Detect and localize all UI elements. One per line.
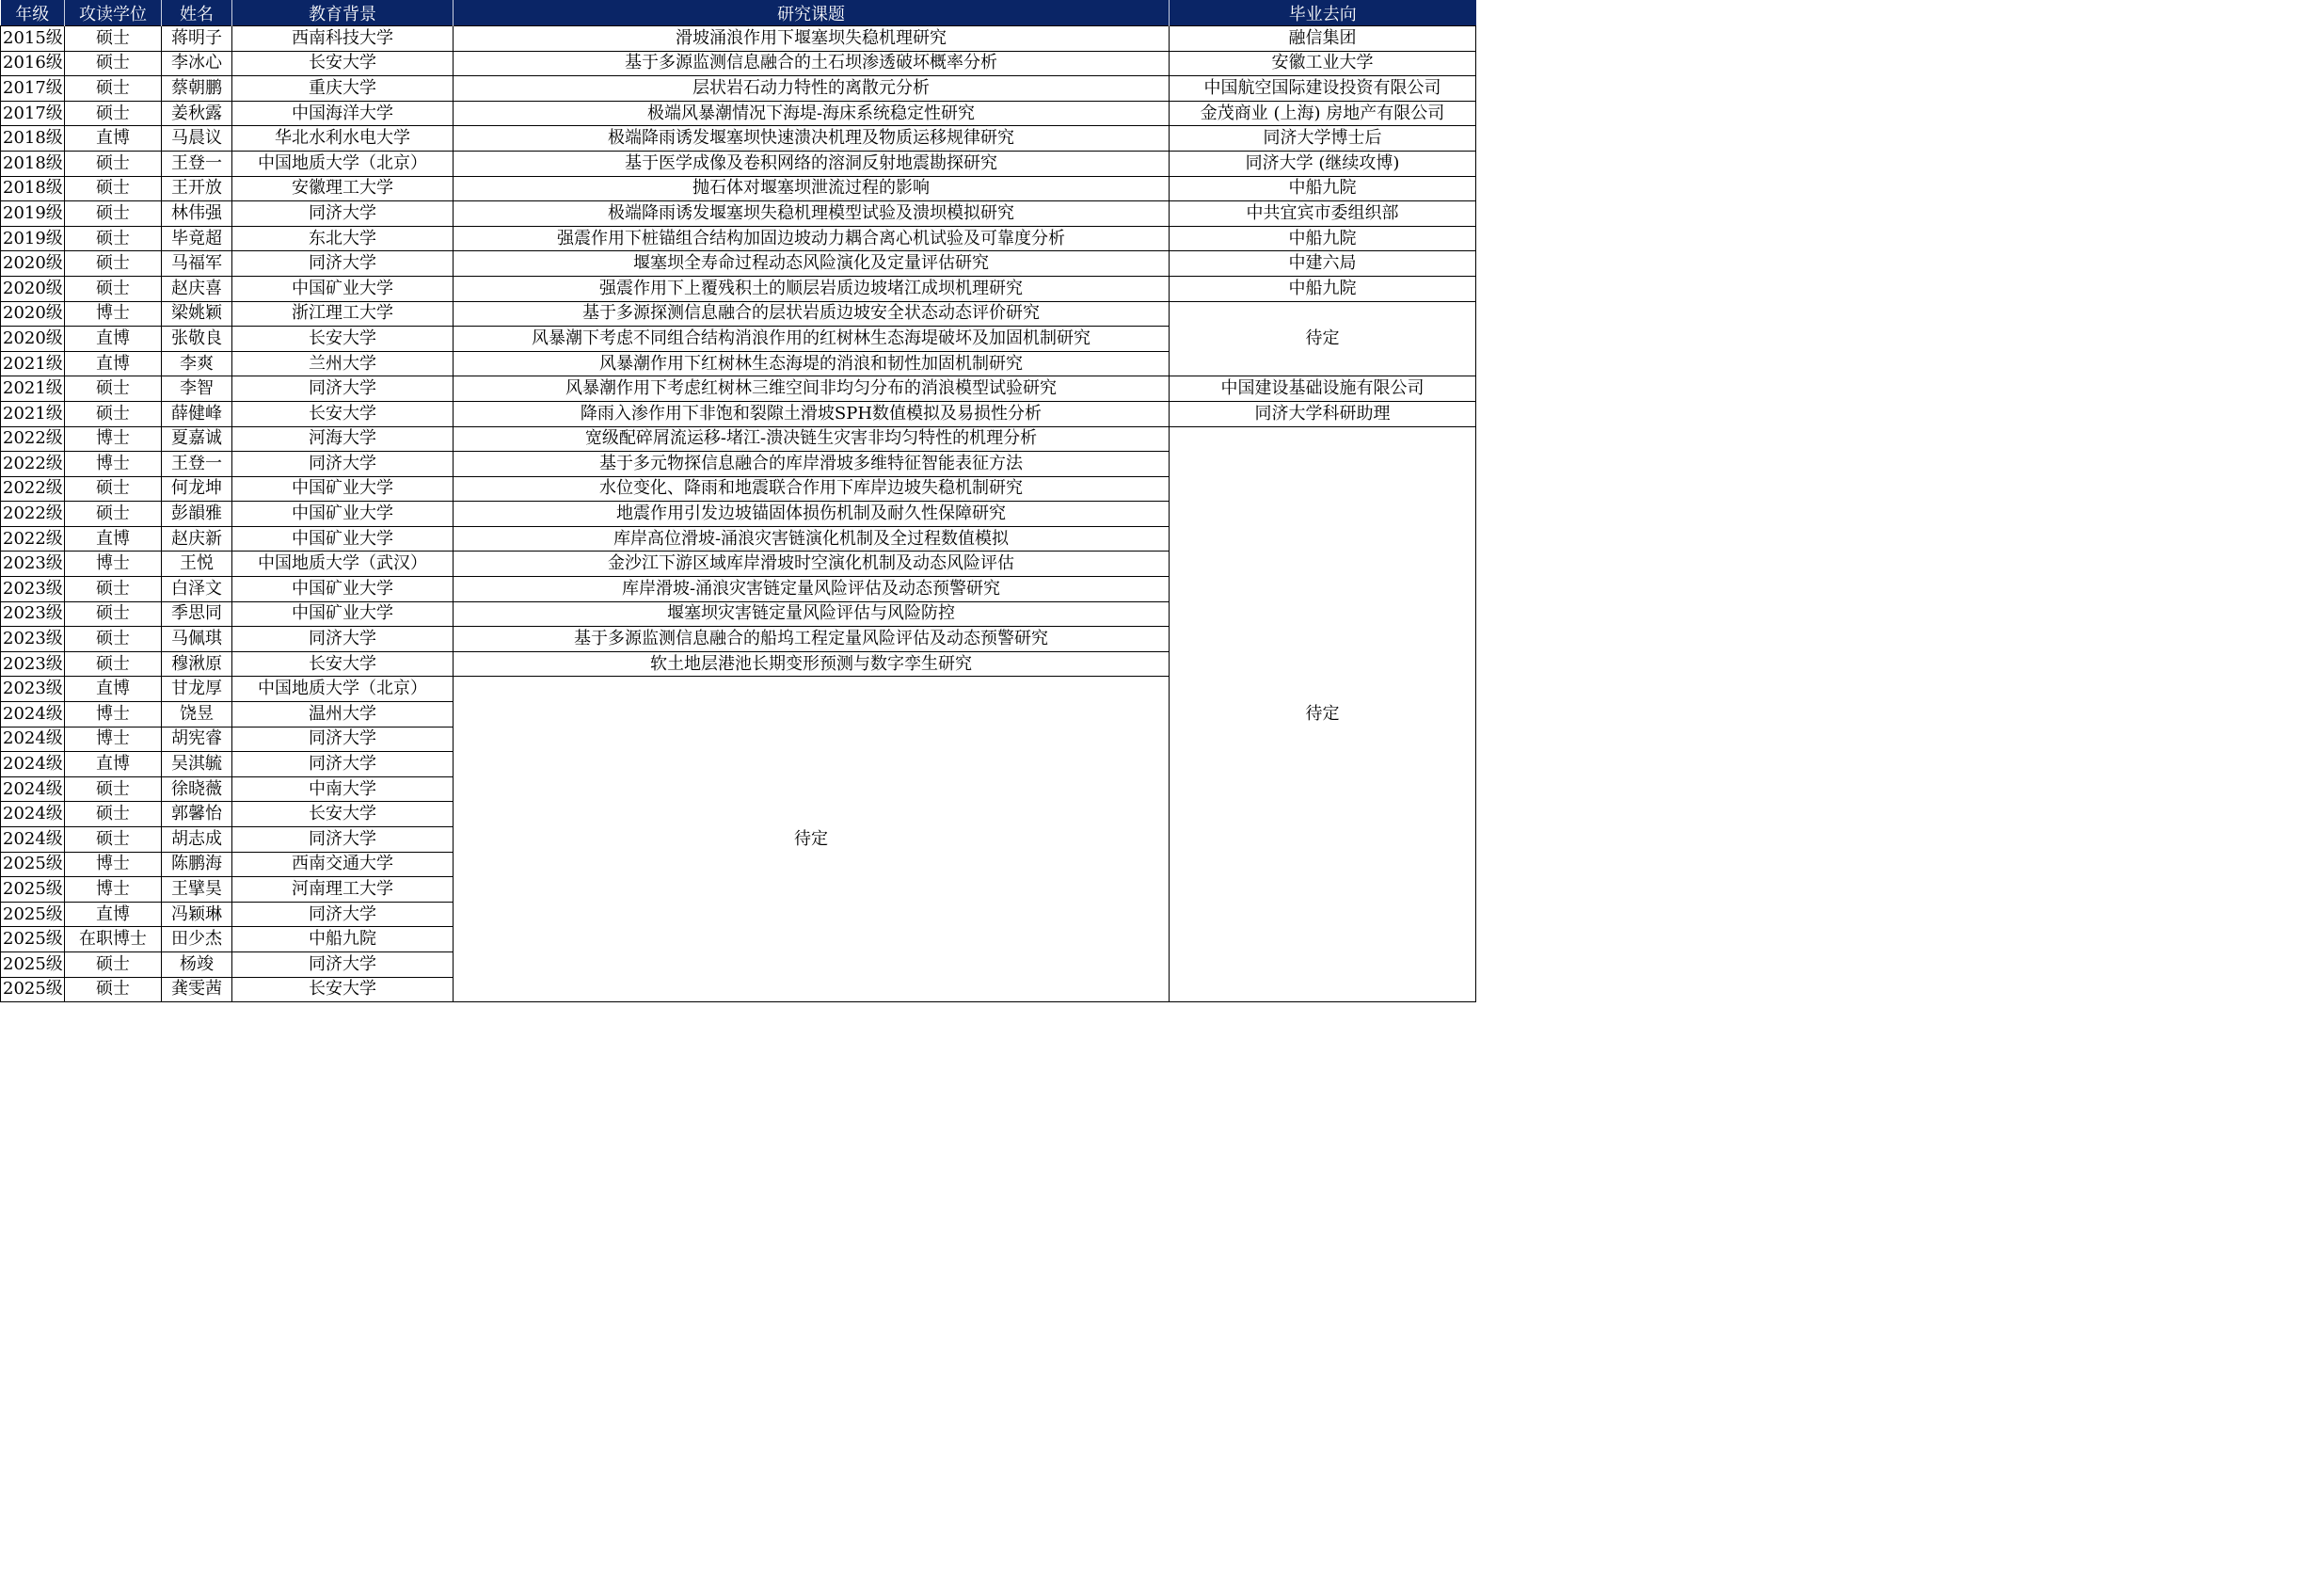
year-cell: 2017级 <box>1 101 65 126</box>
research-topic-cell: 基于医学成像及卷积网络的溶洞反射地震勘探研究 <box>454 151 1170 176</box>
year-cell: 2019级 <box>1 226 65 251</box>
table-row <box>1 26 1476 52</box>
destination-cell: 中共宜宾市委组织部 <box>1170 201 1476 227</box>
destination-cell: 中国航空国际建设投资有限公司 <box>1170 76 1476 102</box>
student-name-cell: 陈鹏海 <box>162 852 232 877</box>
research-topic-cell: 宽级配碎屑流运移-堵江-溃决链生灾害非均匀特性的机理分析 <box>454 426 1170 452</box>
student-name-cell: 马晨议 <box>162 126 232 152</box>
student-name-cell: 王悦 <box>162 552 232 577</box>
table-row <box>1 51 1476 76</box>
degree-cell: 博士 <box>65 552 162 577</box>
student-name-cell: 张敬良 <box>162 327 232 352</box>
header-row <box>1 0 1476 26</box>
year-cell: 2023级 <box>1 601 65 627</box>
student-name-cell: 王开放 <box>162 176 232 201</box>
degree-cell: 硕士 <box>65 151 162 176</box>
research-topic-cell: 堰塞坝灾害链定量风险评估与风险防控 <box>454 601 1170 627</box>
degree-cell: 直博 <box>65 126 162 152</box>
education-cell: 中国地质大学（北京） <box>232 677 454 702</box>
education-cell: 中国矿业大学 <box>232 601 454 627</box>
degree-cell: 硕士 <box>65 26 162 52</box>
degree-cell: 博士 <box>65 852 162 877</box>
research-topic-cell: 风暴潮作用下考虑红树林三维空间非均匀分布的消浪模型试验研究 <box>454 376 1170 402</box>
student-name-cell: 彭韻雅 <box>162 502 232 527</box>
degree-cell: 博士 <box>65 702 162 728</box>
destination-cell: 同济大学博士后 <box>1170 126 1476 152</box>
student-name-cell: 姜秋露 <box>162 101 232 126</box>
research-topic-cell: 基于多源监测信息融合的船坞工程定量风险评估及动态预警研究 <box>454 627 1170 652</box>
year-cell: 2025级 <box>1 951 65 977</box>
education-cell: 同济大学 <box>232 752 454 777</box>
year-cell: 2018级 <box>1 176 65 201</box>
education-cell: 华北水利水电大学 <box>232 126 454 152</box>
education-cell: 兰州大学 <box>232 351 454 376</box>
research-topic-cell: 软土地层港池长期变形预测与数字孪生研究 <box>454 651 1170 677</box>
student-name-cell: 林伟强 <box>162 201 232 227</box>
education-cell: 重庆大学 <box>232 76 454 102</box>
table-row <box>1 376 1476 402</box>
destination-cell: 中船九院 <box>1170 226 1476 251</box>
research-topic-cell: 堰塞坝全寿命过程动态风险演化及定量评估研究 <box>454 251 1170 277</box>
research-topic-cell: 抛石体对堰塞坝泄流过程的影响 <box>454 176 1170 201</box>
student-name-cell: 蔡朝鹏 <box>162 76 232 102</box>
destination-cell: 中国建设基础设施有限公司 <box>1170 376 1476 402</box>
student-name-cell: 李智 <box>162 376 232 402</box>
year-cell: 2023级 <box>1 577 65 602</box>
degree-cell: 硕士 <box>65 601 162 627</box>
student-name-cell: 甘龙厚 <box>162 677 232 702</box>
research-topic-cell: 层状岩石动力特性的离散元分析 <box>454 76 1170 102</box>
destination-cell: 中建六局 <box>1170 251 1476 277</box>
education-cell: 同济大学 <box>232 627 454 652</box>
student-name-cell: 夏嘉诚 <box>162 426 232 452</box>
table-row <box>1 226 1476 251</box>
table-row <box>1 176 1476 201</box>
year-cell: 2025级 <box>1 902 65 927</box>
education-cell: 中国矿业大学 <box>232 476 454 502</box>
degree-cell: 硕士 <box>65 226 162 251</box>
education-cell: 中船九院 <box>232 927 454 952</box>
research-topic-cell: 金沙江下游区域库岸滑坡时空演化机制及动态风险评估 <box>454 552 1170 577</box>
education-cell: 中国矿业大学 <box>232 276 454 301</box>
student-name-cell: 何龙坤 <box>162 476 232 502</box>
degree-cell: 硕士 <box>65 977 162 1002</box>
research-topic-cell: 降雨入渗作用下非饱和裂隙土滑坡SPH数值模拟及易损性分析 <box>454 401 1170 426</box>
table-row <box>1 76 1476 102</box>
student-name-cell: 郭馨怡 <box>162 802 232 827</box>
research-topic-cell: 滑坡涌浪作用下堰塞坝失稳机理研究 <box>454 26 1170 52</box>
table-row <box>1 251 1476 277</box>
student-name-cell: 胡宪睿 <box>162 727 232 752</box>
year-cell: 2024级 <box>1 727 65 752</box>
student-name-cell: 龚雯茜 <box>162 977 232 1002</box>
education-cell: 长安大学 <box>232 802 454 827</box>
student-name-cell: 毕竟超 <box>162 226 232 251</box>
year-cell: 2023级 <box>1 552 65 577</box>
research-topic-merged-cell: 待定 <box>454 677 1170 1002</box>
education-cell: 长安大学 <box>232 51 454 76</box>
degree-cell: 硕士 <box>65 802 162 827</box>
education-cell: 同济大学 <box>232 951 454 977</box>
research-topic-cell: 水位变化、降雨和地震联合作用下库岸边坡失稳机制研究 <box>454 476 1170 502</box>
student-name-cell: 赵庆喜 <box>162 276 232 301</box>
student-name-cell: 吴淇毓 <box>162 752 232 777</box>
degree-cell: 直博 <box>65 526 162 552</box>
student-name-cell: 穆湫原 <box>162 651 232 677</box>
education-cell: 同济大学 <box>232 376 454 402</box>
degree-cell: 博士 <box>65 727 162 752</box>
student-name-cell: 马佩琪 <box>162 627 232 652</box>
header-degree: 攻读学位 <box>65 0 162 26</box>
year-cell: 2016级 <box>1 51 65 76</box>
education-cell: 中国地质大学（武汉） <box>232 552 454 577</box>
degree-cell: 博士 <box>65 452 162 477</box>
degree-cell: 博士 <box>65 301 162 327</box>
year-cell: 2022级 <box>1 476 65 502</box>
research-topic-cell: 风暴潮作用下红树林生态海堤的消浪和韧性加固机制研究 <box>454 351 1170 376</box>
header-destination: 毕业去向 <box>1170 0 1476 26</box>
year-cell: 2020级 <box>1 301 65 327</box>
year-cell: 2024级 <box>1 776 65 802</box>
year-cell: 2025级 <box>1 877 65 903</box>
table-row <box>1 201 1476 227</box>
degree-cell: 硕士 <box>65 577 162 602</box>
degree-cell: 博士 <box>65 426 162 452</box>
table-row <box>1 151 1476 176</box>
year-cell: 2018级 <box>1 151 65 176</box>
year-cell: 2021级 <box>1 351 65 376</box>
degree-cell: 直博 <box>65 752 162 777</box>
year-cell: 2020级 <box>1 276 65 301</box>
research-topic-cell: 极端降雨诱发堰塞坝快速溃决机理及物质运移规律研究 <box>454 126 1170 152</box>
year-cell: 2022级 <box>1 426 65 452</box>
student-name-cell: 王登一 <box>162 452 232 477</box>
education-cell: 中国地质大学（北京） <box>232 151 454 176</box>
student-name-cell: 王擘昊 <box>162 877 232 903</box>
table-row <box>1 276 1476 301</box>
year-cell: 2017级 <box>1 76 65 102</box>
year-cell: 2024级 <box>1 702 65 728</box>
student-name-cell: 杨竣 <box>162 951 232 977</box>
year-cell: 2023级 <box>1 677 65 702</box>
header-education: 教育背景 <box>232 0 454 26</box>
table-row <box>1 126 1476 152</box>
year-cell: 2022级 <box>1 526 65 552</box>
year-cell: 2015级 <box>1 26 65 52</box>
research-topic-cell: 风暴潮下考虑不同组合结构消浪作用的红树林生态海堤破坏及加固机制研究 <box>454 327 1170 352</box>
education-cell: 同济大学 <box>232 452 454 477</box>
destination-cell: 同济大学 (继续攻博) <box>1170 151 1476 176</box>
research-topic-cell: 强震作用下上覆残积土的顺层岩质边坡堵江成坝机理研究 <box>454 276 1170 301</box>
student-name-cell: 冯颖琳 <box>162 902 232 927</box>
year-cell: 2022级 <box>1 452 65 477</box>
degree-cell: 博士 <box>65 877 162 903</box>
research-topic-cell: 强震作用下桩锚组合结构加固边坡动力耦合离心机试验及可靠度分析 <box>454 226 1170 251</box>
degree-cell: 硕士 <box>65 276 162 301</box>
education-cell: 中国矿业大学 <box>232 502 454 527</box>
year-cell: 2024级 <box>1 752 65 777</box>
header-research-topic: 研究课题 <box>454 0 1170 26</box>
destination-cell: 安徽工业大学 <box>1170 51 1476 76</box>
degree-cell: 硕士 <box>65 951 162 977</box>
degree-cell: 硕士 <box>65 76 162 102</box>
degree-cell: 硕士 <box>65 776 162 802</box>
destination-cell: 中船九院 <box>1170 276 1476 301</box>
education-cell: 同济大学 <box>232 827 454 853</box>
research-topic-cell: 库岸滑坡-涌浪灾害链定量风险评估及动态预警研究 <box>454 577 1170 602</box>
year-cell: 2022级 <box>1 502 65 527</box>
student-name-cell: 赵庆新 <box>162 526 232 552</box>
student-name-cell: 薛健峰 <box>162 401 232 426</box>
header-year: 年级 <box>1 0 65 26</box>
degree-cell: 硕士 <box>65 101 162 126</box>
education-cell: 西南科技大学 <box>232 26 454 52</box>
year-cell: 2020级 <box>1 327 65 352</box>
degree-cell: 直博 <box>65 351 162 376</box>
research-topic-cell: 极端降雨诱发堰塞坝失稳机理模型试验及溃坝模拟研究 <box>454 201 1170 227</box>
degree-cell: 硕士 <box>65 376 162 402</box>
student-name-cell: 李爽 <box>162 351 232 376</box>
student-name-cell: 田少杰 <box>162 927 232 952</box>
research-topic-cell: 库岸高位滑坡-涌浪灾害链演化机制及全过程数值模拟 <box>454 526 1170 552</box>
destination-cell: 中船九院 <box>1170 176 1476 201</box>
student-name-cell: 饶昱 <box>162 702 232 728</box>
education-cell: 长安大学 <box>232 401 454 426</box>
education-cell: 河海大学 <box>232 426 454 452</box>
degree-cell: 硕士 <box>65 651 162 677</box>
education-cell: 中南大学 <box>232 776 454 802</box>
destination-cell: 同济大学科研助理 <box>1170 401 1476 426</box>
education-cell: 长安大学 <box>232 327 454 352</box>
table-body <box>1 26 1476 1002</box>
education-cell: 同济大学 <box>232 902 454 927</box>
research-topic-cell: 地震作用引发边坡锚固体损伤机制及耐久性保障研究 <box>454 502 1170 527</box>
education-cell: 河南理工大学 <box>232 877 454 903</box>
education-cell: 中国矿业大学 <box>232 577 454 602</box>
degree-cell: 直博 <box>65 902 162 927</box>
destination-cell: 融信集团 <box>1170 26 1476 52</box>
degree-cell: 硕士 <box>65 502 162 527</box>
education-cell: 长安大学 <box>232 977 454 1002</box>
education-cell: 西南交通大学 <box>232 852 454 877</box>
degree-cell: 硕士 <box>65 176 162 201</box>
degree-cell: 硕士 <box>65 201 162 227</box>
year-cell: 2024级 <box>1 802 65 827</box>
student-name-cell: 王登一 <box>162 151 232 176</box>
student-name-cell: 李冰心 <box>162 51 232 76</box>
year-cell: 2025级 <box>1 852 65 877</box>
degree-cell: 直博 <box>65 327 162 352</box>
education-cell: 中国海洋大学 <box>232 101 454 126</box>
destination-merged-cell: 待定 <box>1170 301 1476 376</box>
table-row <box>1 101 1476 126</box>
degree-cell: 硕士 <box>65 51 162 76</box>
year-cell: 2025级 <box>1 977 65 1002</box>
year-cell: 2021级 <box>1 401 65 426</box>
header-name: 姓名 <box>162 0 232 26</box>
degree-cell: 硕士 <box>65 627 162 652</box>
year-cell: 2025级 <box>1 927 65 952</box>
student-name-cell: 胡志成 <box>162 827 232 853</box>
education-cell: 同济大学 <box>232 727 454 752</box>
year-cell: 2018级 <box>1 126 65 152</box>
year-cell: 2021级 <box>1 376 65 402</box>
research-topic-cell: 基于多元物探信息融合的库岸滑坡多维特征智能表征方法 <box>454 452 1170 477</box>
education-cell: 温州大学 <box>232 702 454 728</box>
year-cell: 2023级 <box>1 651 65 677</box>
student-name-cell: 马福军 <box>162 251 232 277</box>
table-row <box>1 301 1476 327</box>
education-cell: 同济大学 <box>232 251 454 277</box>
education-cell: 同济大学 <box>232 201 454 227</box>
year-cell: 2024级 <box>1 827 65 853</box>
degree-cell: 硕士 <box>65 827 162 853</box>
destination-merged-cell: 待定 <box>1170 426 1476 1002</box>
student-name-cell: 季思同 <box>162 601 232 627</box>
research-topic-cell: 基于多源监测信息融合的土石坝渗透破坏概率分析 <box>454 51 1170 76</box>
degree-cell: 在职博士 <box>65 927 162 952</box>
table-row <box>1 426 1476 452</box>
education-cell: 东北大学 <box>232 226 454 251</box>
degree-cell: 硕士 <box>65 476 162 502</box>
student-name-cell: 徐晓薇 <box>162 776 232 802</box>
year-cell: 2023级 <box>1 627 65 652</box>
education-cell: 浙江理工大学 <box>232 301 454 327</box>
destination-cell: 金茂商业 (上海) 房地产有限公司 <box>1170 101 1476 126</box>
education-cell: 安徽理工大学 <box>232 176 454 201</box>
education-cell: 中国矿业大学 <box>232 526 454 552</box>
table-row <box>1 401 1476 426</box>
research-topic-cell: 基于多源探测信息融合的层状岩质边坡安全状态动态评价研究 <box>454 301 1170 327</box>
education-cell: 长安大学 <box>232 651 454 677</box>
student-table <box>0 0 1476 1002</box>
degree-cell: 硕士 <box>65 251 162 277</box>
student-name-cell: 蒋明子 <box>162 26 232 52</box>
year-cell: 2020级 <box>1 251 65 277</box>
student-name-cell: 白泽文 <box>162 577 232 602</box>
student-name-cell: 梁姚颖 <box>162 301 232 327</box>
research-topic-cell: 极端风暴潮情况下海堤-海床系统稳定性研究 <box>454 101 1170 126</box>
year-cell: 2019级 <box>1 201 65 227</box>
degree-cell: 直博 <box>65 677 162 702</box>
degree-cell: 硕士 <box>65 401 162 426</box>
